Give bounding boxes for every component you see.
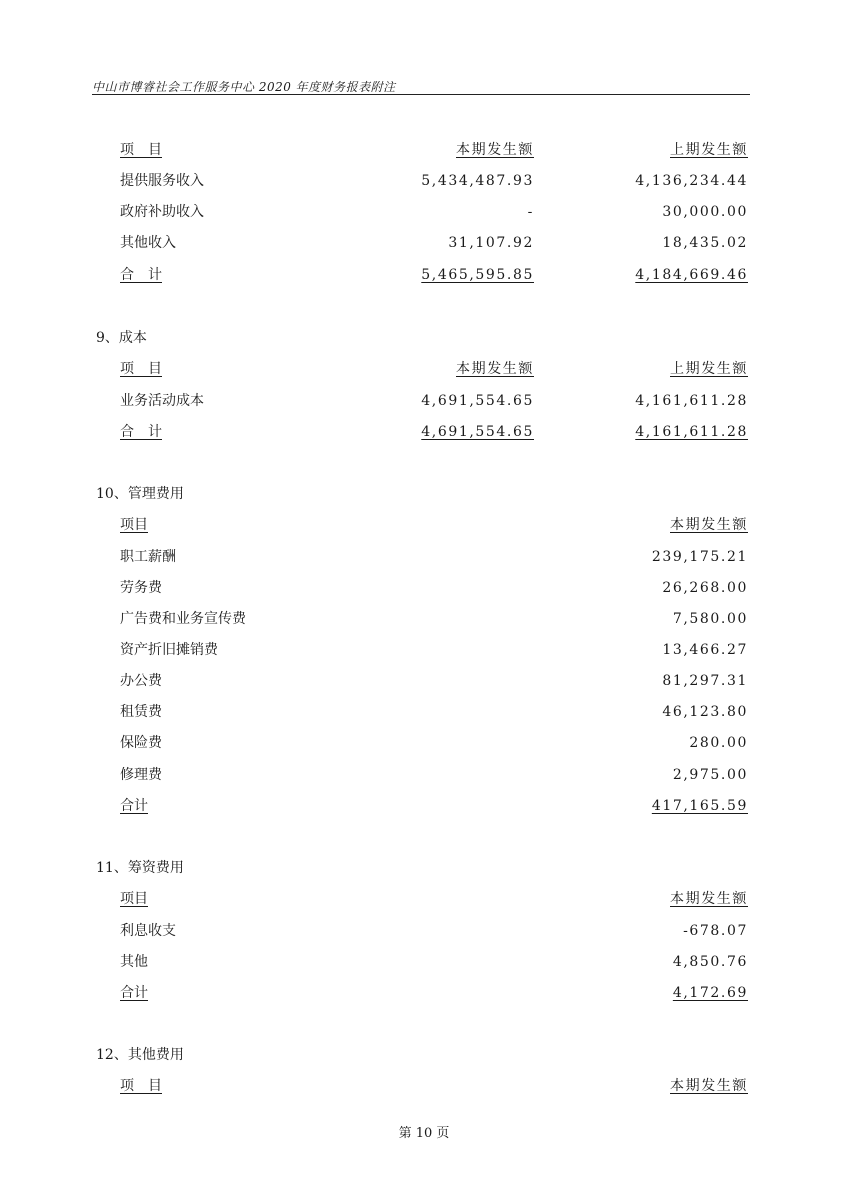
row-current: 5,434,487.93 [421, 173, 534, 189]
table-header-row [0, 1075, 848, 1097]
table-row [0, 232, 848, 254]
table-row [0, 670, 848, 692]
total-current: 417,165.59 [651, 798, 748, 814]
table-row [0, 764, 848, 786]
row-prior: 30,000.00 [662, 204, 748, 220]
table-row [0, 701, 848, 723]
row-prior: 4,136,234.44 [635, 173, 748, 189]
row-label: 办公费 [120, 673, 162, 689]
table-row [0, 732, 848, 754]
row-label: 劳务费 [120, 580, 162, 596]
column-header-item: 项目 [120, 891, 148, 907]
row-current: 4,691,554.65 [421, 393, 534, 409]
column-header-item: 项目 [120, 517, 148, 533]
total-current: 4,172.69 [672, 985, 748, 1001]
column-header-current: 本期发生额 [670, 891, 748, 907]
table-total-row [0, 795, 848, 817]
total-prior: 4,184,669.46 [635, 267, 748, 283]
row-label: 修理费 [120, 767, 162, 783]
column-header-item: 项 目 [120, 361, 162, 377]
section-title: 9、成本 [96, 330, 147, 346]
table-total-row [0, 421, 848, 443]
row-current: 26,268.00 [662, 580, 748, 596]
column-header-prior: 上期发生额 [670, 142, 748, 158]
section-title: 11、筹资费用 [96, 860, 184, 876]
table-row [0, 201, 848, 223]
table-row [0, 951, 848, 973]
row-label: 广告费和业务宣传费 [120, 611, 246, 627]
row-label: 业务活动成本 [120, 393, 204, 409]
row-label: 提供服务收入 [120, 173, 204, 189]
row-label: 利息收支 [120, 923, 176, 939]
section-title: 12、其他费用 [96, 1047, 184, 1063]
table-header-row [0, 514, 848, 536]
table-row [0, 920, 848, 942]
total-label: 合计 [120, 985, 148, 1001]
total-prior: 4,161,611.28 [635, 424, 748, 440]
row-current: 2,975.00 [672, 767, 748, 783]
column-header-current: 本期发生额 [456, 361, 534, 377]
table-header-row [0, 358, 848, 380]
row-current: 280.00 [689, 735, 748, 751]
row-current: 81,297.31 [662, 673, 748, 689]
row-label: 其他收入 [120, 235, 176, 251]
table-total-row [0, 982, 848, 1004]
table-row [0, 608, 848, 630]
column-header-current: 本期发生额 [456, 142, 534, 158]
row-label: 租赁费 [120, 704, 162, 720]
row-prior: 18,435.02 [662, 235, 748, 251]
column-header-item: 项 目 [120, 142, 162, 158]
row-current: 13,466.27 [662, 642, 748, 658]
row-label: 政府补助收入 [120, 204, 204, 220]
total-label: 合计 [120, 798, 148, 814]
column-header-current: 本期发生额 [670, 1078, 748, 1094]
row-current: 31,107.92 [448, 235, 534, 251]
table-header-row [0, 139, 848, 161]
row-label: 职工薪酬 [120, 549, 176, 565]
total-label: 合 计 [120, 267, 162, 283]
table-header-row [0, 888, 848, 910]
row-current: 239,175.21 [651, 549, 748, 565]
row-label: 保险费 [120, 735, 162, 751]
page-number: 第 10 页 [398, 1126, 450, 1141]
row-current: 46,123.80 [662, 704, 748, 720]
total-current: 4,691,554.65 [421, 424, 534, 440]
column-header-current: 本期发生额 [670, 517, 748, 533]
row-current: 4,850.76 [672, 954, 748, 970]
table-row [0, 577, 848, 599]
table-row [0, 170, 848, 192]
row-current: 7,580.00 [672, 611, 748, 627]
table-total-row [0, 264, 848, 286]
row-label: 资产折旧摊销费 [120, 642, 218, 658]
column-header-prior: 上期发生额 [670, 361, 748, 377]
row-current: -678.07 [683, 923, 748, 939]
total-current: 5,465,595.85 [421, 267, 534, 283]
total-label: 合 计 [120, 424, 162, 440]
row-current: - [527, 204, 534, 220]
row-prior: 4,161,611.28 [635, 393, 748, 409]
table-row [0, 639, 848, 661]
column-header-item: 项 目 [120, 1078, 162, 1094]
table-row [0, 390, 848, 412]
table-row [0, 546, 848, 568]
section-title: 10、管理费用 [96, 486, 184, 502]
document-header: 中山市博睿社会工作服务中心 2020 年度财务报表附注 [92, 78, 750, 95]
row-label: 其他 [120, 954, 148, 970]
